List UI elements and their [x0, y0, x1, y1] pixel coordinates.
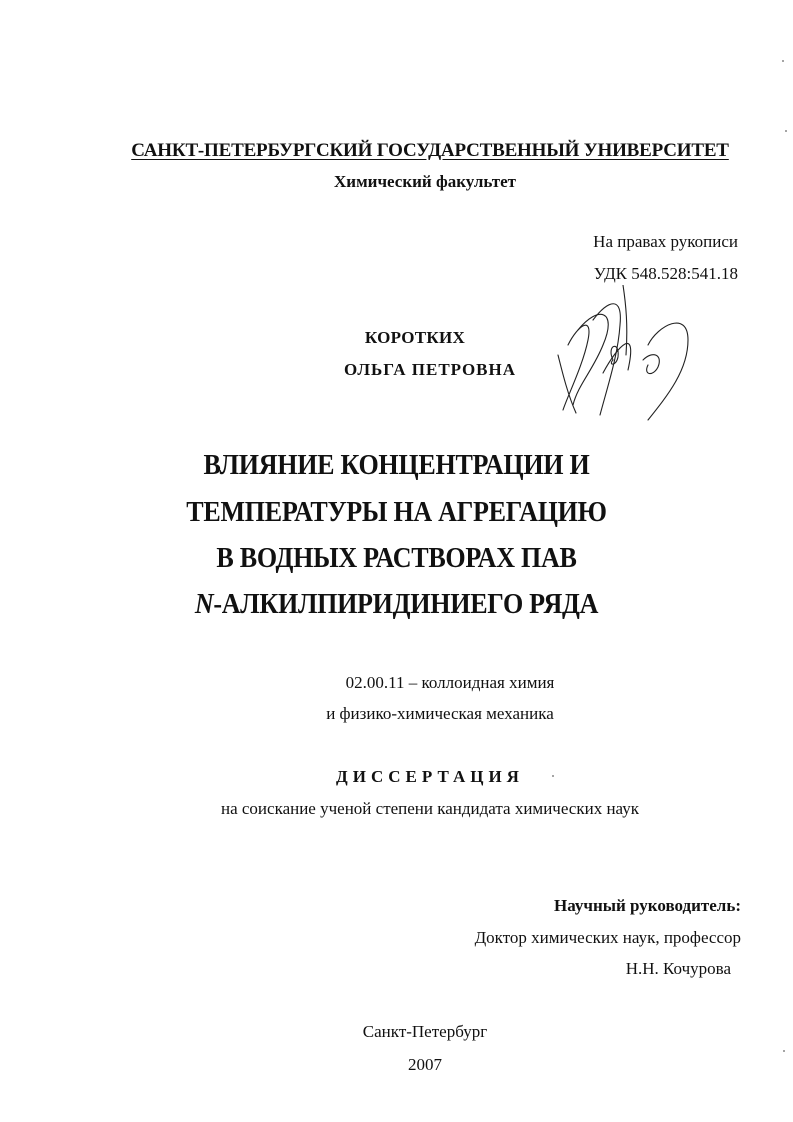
faculty-name: Химический факультет	[334, 172, 516, 191]
supervisor-label: Научный руководитель:	[554, 896, 741, 915]
scan-speck	[782, 60, 784, 62]
document-type-label: ДИССЕРТАЦИЯ	[336, 767, 524, 786]
supervisor-rank: Доктор химических наук, профессор	[474, 928, 741, 947]
handwritten-signature	[548, 285, 698, 425]
scan-speck	[783, 1050, 785, 1052]
udk-code: УДК 548.528:541.18	[593, 264, 738, 283]
dissertation-title-line-1: ВЛИЯНИЕ КОНЦЕНТРАЦИИ И	[203, 450, 590, 481]
supervisor-name: Н.Н. Кочурова	[625, 959, 731, 978]
degree-sought: на соискание ученой степени кандидата химических наук	[220, 799, 639, 818]
city: Санкт-Петербург	[362, 1022, 488, 1041]
specialty-code: 02.00.11 – коллоидная химия	[345, 673, 555, 692]
specialty-name: и физико-химическая механика	[326, 704, 554, 723]
scan-speck	[785, 130, 787, 132]
author-surname: КОРОТКИХ	[364, 328, 466, 347]
manuscript-rights-note: На правах рукописи	[593, 232, 738, 251]
title-italic-prefix: N	[194, 589, 214, 620]
dissertation-title-line-4	[28, 589, 765, 621]
author-given-names: ОЛЬГА ПЕТРОВНА	[343, 360, 517, 379]
university-name: САНКТ-ПЕТЕРБУРГСКИЙ ГОСУДАРСТВЕННЫЙ УНИВЕРСИТЕТ	[131, 140, 729, 161]
year: 2007	[408, 1055, 442, 1074]
scan-speck	[552, 775, 554, 777]
title-line-4-rest: -АЛКИЛПИРИДИНИЕГО РЯДА	[213, 589, 599, 620]
dissertation-title-line-2: ТЕМПЕРАТУРЫ НА АГРЕГАЦИЮ	[186, 497, 607, 528]
dissertation-title-line-3: В ВОДНЫХ РАСТВОРАХ ПАВ	[216, 543, 577, 574]
